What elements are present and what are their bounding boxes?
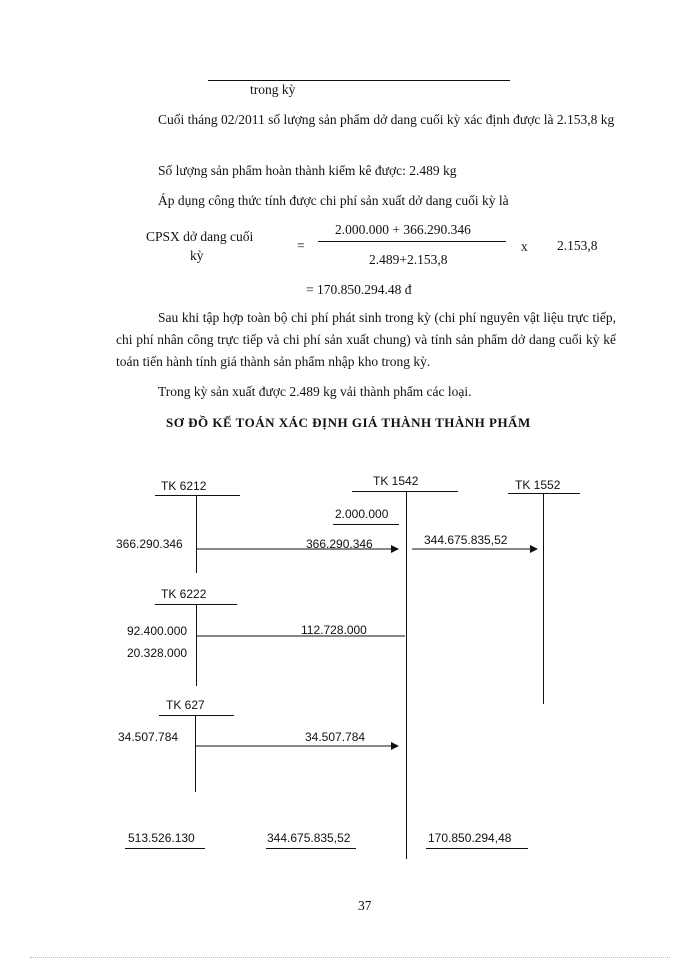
total-2-rule xyxy=(266,848,356,849)
total-1: 513.526.130 xyxy=(128,831,195,845)
paragraph-3: Áp dụng công thức tính được chi phí sản xuất dở dang cuối kỳ là xyxy=(158,193,509,208)
period-word: trong kỳ xyxy=(250,82,296,97)
total-3-rule xyxy=(426,848,528,849)
formula-numerator: 2.000.000 + 366.290.346 xyxy=(335,222,471,237)
tk1542-in2: 112.728.000 xyxy=(301,623,367,637)
formula-multiplier: 2.153,8 xyxy=(557,238,598,253)
paragraph-2: Số lượng sản phẩm hoàn thành kiểm kê được: 2.489 kg xyxy=(158,163,457,178)
formula-equals: = xyxy=(297,238,305,253)
tk1542-in1: 366.290.346 xyxy=(306,537,373,551)
page-number: 37 xyxy=(358,898,372,913)
footer-dotted-border xyxy=(30,957,670,958)
tk1552-transfer: 344.675.835,52 xyxy=(424,533,508,547)
formula-denominator: 2.489+2.153,8 xyxy=(369,252,448,267)
tk1542-in3: 34.507.784 xyxy=(305,730,366,744)
formula-result: = 170.850.294.48 đ xyxy=(306,282,412,297)
formula-lhs-line2: kỳ xyxy=(190,248,204,263)
tk1542-opening: 2.000.000 xyxy=(335,507,389,521)
total-1-rule xyxy=(125,848,205,849)
paragraph-1-text: Cuối tháng 02/2011 số lượng sản phẩm dở dang cuối kỳ xác định được là 2.153,8 kg xyxy=(158,112,615,127)
tk6212-label: TK 6212 xyxy=(161,479,207,493)
diagram-title: SƠ ĐỒ KẾ TOÁN XÁC ĐỊNH GIÁ THÀNH THÀNH PHẨM xyxy=(166,415,531,430)
tk1552-label: TK 1552 xyxy=(515,478,561,492)
tk6222-debit2: 20.328.000 xyxy=(127,646,188,660)
tk627-debit: 34.507.784 xyxy=(118,730,179,744)
tk6212-debit: 366.290.346 xyxy=(116,537,183,551)
formula-times: x xyxy=(521,239,528,254)
total-2: 344.675.835,52 xyxy=(267,831,351,845)
paragraph-5: Trong kỳ sản xuất được 2.489 kg vải thành phẩm các loại. xyxy=(158,384,472,399)
paragraph-4-text: Sau khi tập hợp toàn bộ chi phí phát sinh trong kỳ (chi phí nguyên vật liệu trực tiếp, chi phí nhân công trực tiếp và chi phí sản xuất chung) và tính sản phẩm dở dang cuối kỳ kế toán tiến hành tính giá thành sản phẩm nhập kho trong kỳ. xyxy=(116,310,616,369)
total-3: 170.850.294,48 xyxy=(428,831,512,845)
tk627-label: TK 627 xyxy=(166,698,205,712)
formula-lhs-line1: CPSX dở dang cuối xyxy=(146,229,254,244)
tk6222-debit1: 92.400.000 xyxy=(127,624,188,638)
tk6222-label: TK 6222 xyxy=(161,587,207,601)
tk1542-label: TK 1542 xyxy=(373,474,419,488)
